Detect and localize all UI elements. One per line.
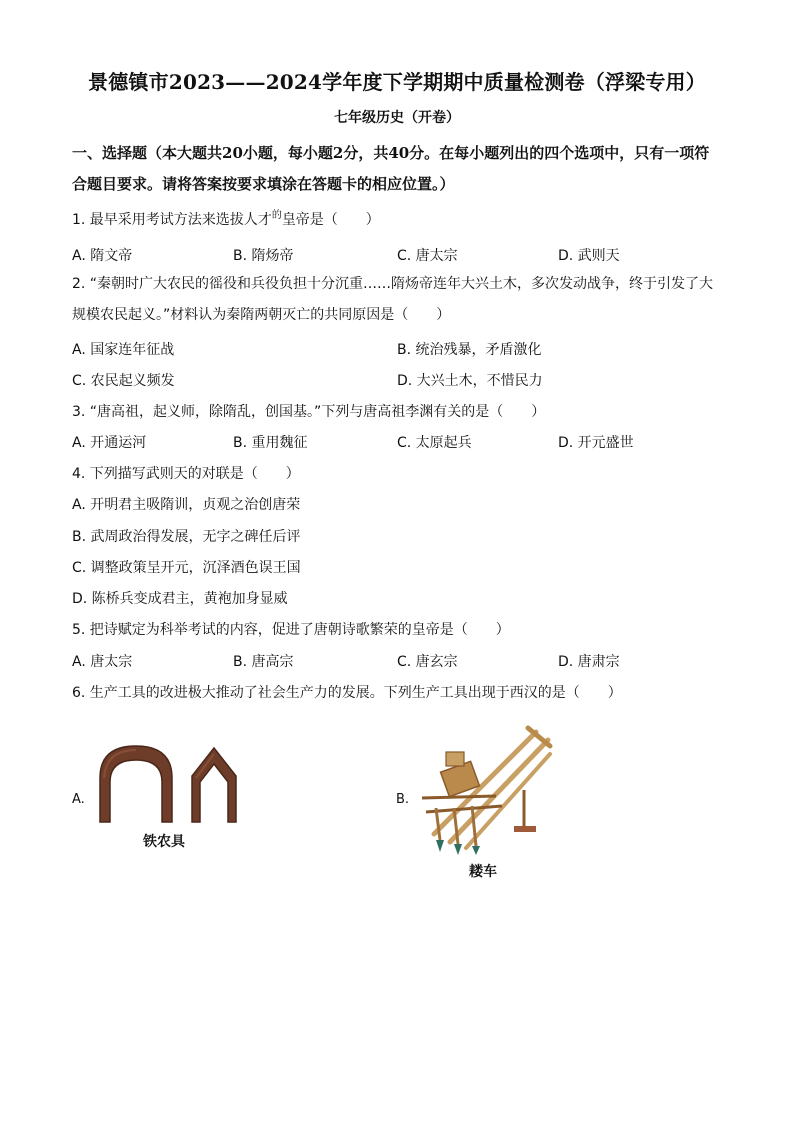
question-4-stem: 4. 下列描写武则天的对联是（ ） <box>72 466 300 482</box>
question-3-option-c: C. 太原起兵 <box>397 435 472 451</box>
iron-arch-tool <box>100 746 172 822</box>
figure-b-letter: B. <box>396 792 410 807</box>
question-1-option-d: D. 武则天 <box>558 248 620 264</box>
question-4-option-d: D. 陈桥兵变成君主，黄袍加身显威 <box>72 591 288 607</box>
question-3-stem: 3. “唐高祖，起义师，除隋乱，创国基。”下列与唐高祖李渊有关的是（ ） <box>72 404 546 420</box>
question-3-option-a: A. 开通运河 <box>72 435 147 451</box>
question-5-option-d: D. 唐肃宗 <box>558 654 620 670</box>
question-2-option-b: B. 统治残暴，矛盾激化 <box>397 342 542 358</box>
question-4-option-a: A. 开明君主吸隋训，贞观之治创唐荣 <box>72 497 301 513</box>
question-1-option-a: A. 隋文帝 <box>72 248 133 264</box>
exam-title: 景德镇市2023——2024学年度下学期期中质量检测卷（浮梁专用） <box>88 70 706 94</box>
figure-b-caption: 耧车 <box>469 864 497 880</box>
iron-farm-tools-image <box>92 738 242 828</box>
question-5-option-b: B. 唐高宗 <box>233 654 294 670</box>
question-6-stem: 6. 生产工具的改进极大推动了社会生产力的发展。下列生产工具出现于西汉的是（ ） <box>72 685 622 701</box>
seed-drill-image <box>416 724 556 856</box>
question-2-stem: 2. “秦朝时广大农民的徭役和兵役负担十分沉重……隋炀帝连年大兴土木，多次发动战争，终于引发了大规模农民起义。”材料认为秦隋两朝灭亡的共同原因是（ ） <box>72 276 714 323</box>
question-2-option-c: C. 农民起义频发 <box>72 373 175 389</box>
question-4-option-c: C. 调整政策呈开元，沉泽酒色误王国 <box>72 560 301 576</box>
question-2-option-a: A. 国家连年征战 <box>72 342 175 358</box>
question-1-stem: 1. 最早采用考试方法来选拔人才$^的$皇帝是（ ） <box>72 210 380 228</box>
iron-pointed-tool <box>192 748 236 822</box>
question-3-option-d: D. 开元盛世 <box>558 435 634 451</box>
figure-a-letter: A. <box>72 792 85 807</box>
question-2-option-d: D. 大兴土木，不惜民力 <box>397 373 543 389</box>
question-1-option-c: C. 唐太宗 <box>397 248 458 264</box>
question-1-option-b: B. 隋炀帝 <box>233 248 294 264</box>
exam-subtitle: 七年级历史（开卷） <box>334 110 460 126</box>
question-5-stem: 5. 把诗赋定为科举考试的内容，促进了唐朝诗歌繁荣的皇帝是（ ） <box>72 622 510 638</box>
question-4-option-b: B. 武周政治得发展，无字之碑任后评 <box>72 529 301 545</box>
question-5-option-c: C. 唐玄宗 <box>397 654 458 670</box>
question-5-option-a: A. 唐太宗 <box>72 654 133 670</box>
figure-a-caption: 铁农具 <box>143 834 185 850</box>
section-heading: 一、选择题（本大题共20小题，每小题2分，共40分。在每小题列出的四个选项中，只有一项符合题目要求。请将答案按要求填涂在答题卡的相应位置。） <box>72 144 710 193</box>
question-3-option-b: B. 重用魏征 <box>233 435 308 451</box>
